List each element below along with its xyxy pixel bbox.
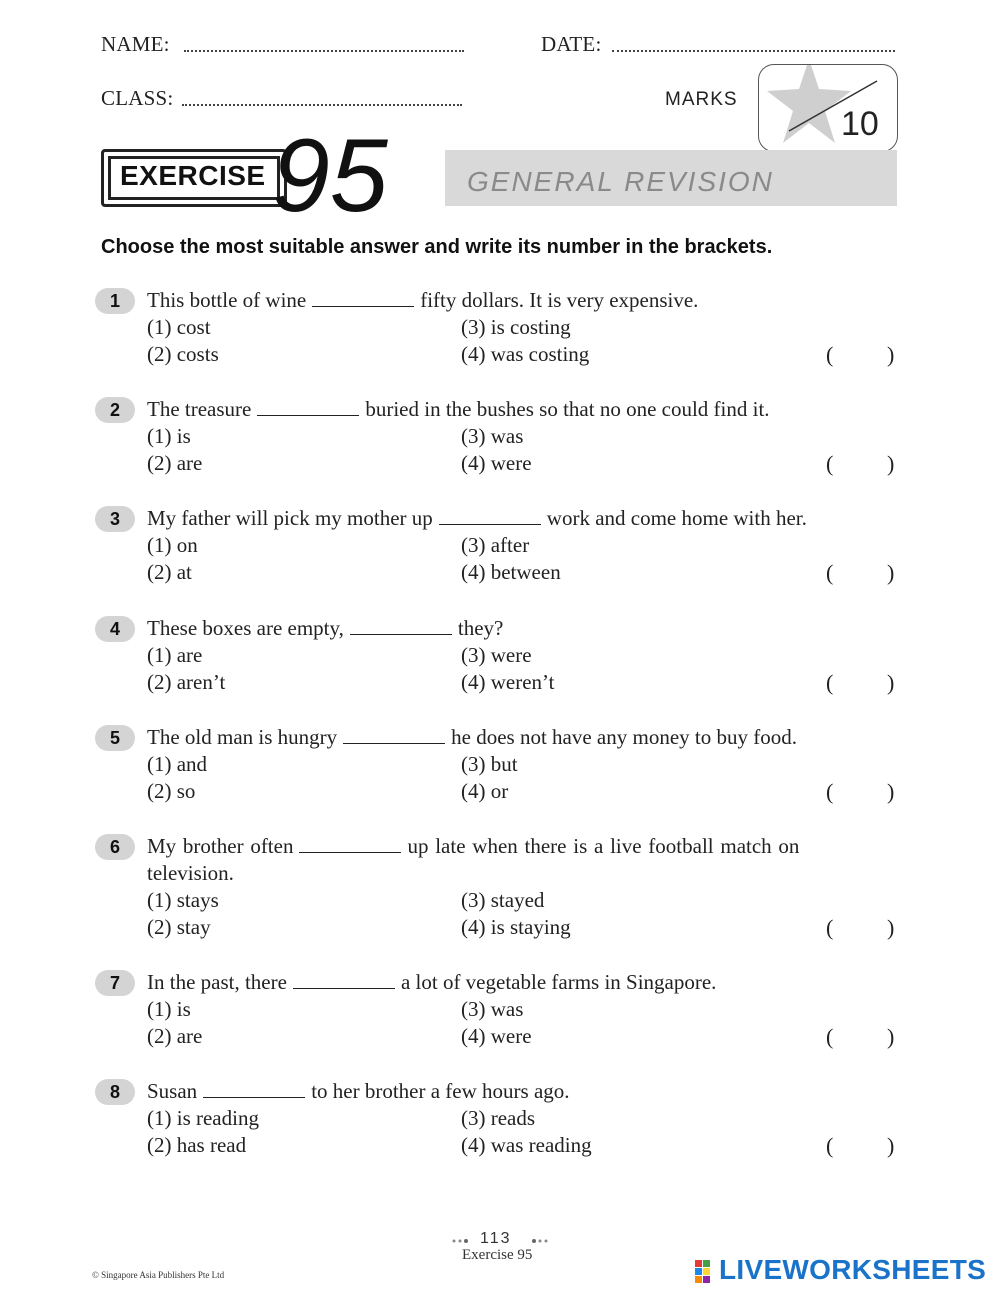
answer-bracket-close[interactable]: ): [887, 915, 895, 940]
question-number: 3: [95, 506, 135, 532]
option: (2) stay: [147, 915, 211, 939]
option: (3) were: [461, 643, 532, 667]
marks-total: 10: [841, 105, 879, 143]
option: (2) costs: [147, 342, 219, 366]
option: (2) so: [147, 779, 196, 803]
option: (1) cost: [147, 315, 211, 339]
question-text: This bottle of wine fifty dollars. It is very expensive.: [147, 288, 699, 312]
option: (1) are: [147, 643, 203, 667]
option: (3) reads: [461, 1106, 536, 1130]
option: (2) are: [147, 451, 203, 475]
option: (3) is costing: [461, 315, 571, 339]
question-number: 6: [95, 834, 135, 860]
option: (1) stays: [147, 888, 219, 912]
answer-blank[interactable]: [203, 1082, 305, 1098]
question-text: My father will pick my mother up work and come home with her.: [147, 506, 807, 530]
option: (4) were: [461, 451, 532, 475]
answer-bracket-close[interactable]: ): [887, 1024, 895, 1049]
option: (3) was: [461, 424, 524, 448]
answer-blank[interactable]: [257, 400, 359, 416]
answer-bracket-open[interactable]: (: [826, 560, 834, 585]
question-text: Susan to her brother a few hours ago.: [147, 1079, 570, 1103]
topic-title: GENERAL REVISION: [467, 166, 774, 197]
option: (2) has read: [147, 1133, 247, 1157]
option: (2) at: [147, 560, 192, 584]
answer-bracket-close[interactable]: ): [887, 670, 895, 695]
question-number: 5: [95, 725, 135, 751]
name-label: NAME:: [101, 32, 170, 56]
answer-bracket-close[interactable]: ): [887, 560, 895, 585]
exercise-label: EXERCISE: [120, 160, 266, 191]
question-text: The treasure buried in the bushes so that no one could find it.: [147, 397, 770, 421]
marks-label: MARKS: [665, 89, 738, 110]
option: (1) is: [147, 997, 191, 1021]
instruction: Choose the most suitable answer and write its number in the brackets.: [101, 236, 773, 258]
option: (3) after: [461, 533, 530, 557]
question-number: 4: [95, 616, 135, 642]
answer-blank[interactable]: [293, 973, 395, 989]
answer-blank[interactable]: [312, 291, 414, 307]
answer-bracket-open[interactable]: (: [826, 1133, 834, 1158]
question-number: 2: [95, 397, 135, 423]
class-field[interactable]: [182, 104, 462, 106]
answer-blank[interactable]: [299, 837, 401, 853]
question-text: In the past, there a lot of vegetable farms in Singapore.: [147, 970, 717, 994]
option: (2) aren’t: [147, 670, 226, 694]
answer-blank[interactable]: [350, 619, 452, 635]
option: (4) is staying: [461, 915, 571, 939]
question-text: The old man is hungry he does not have any money to buy food.: [147, 725, 797, 749]
footer-exercise: Exercise 95: [462, 1247, 533, 1263]
liveworksheets-logo[interactable]: [693, 1254, 988, 1286]
option: (1) on: [147, 533, 198, 557]
answer-bracket-open[interactable]: (: [826, 779, 834, 804]
answer-bracket-open[interactable]: (: [826, 915, 834, 940]
answer-blank[interactable]: [343, 728, 445, 744]
question-text: My brother often up late when there is a live football match on: [147, 834, 800, 858]
copyright: © Singapore Asia Publishers Pte Ltd: [92, 1270, 225, 1280]
liveworksheets-logo-text: LIVEWORKSHEETS: [719, 1254, 987, 1285]
option: (3) stayed: [461, 888, 545, 912]
page-number: 113: [480, 1230, 512, 1247]
option: (1) is reading: [147, 1106, 259, 1130]
marks-box[interactable]: [758, 64, 898, 152]
option: (1) is: [147, 424, 191, 448]
answer-bracket-close[interactable]: ): [887, 779, 895, 804]
option: (4) was reading: [461, 1133, 592, 1157]
question-text: These boxes are empty, they?: [147, 616, 504, 640]
option: (2) are: [147, 1024, 203, 1048]
answer-blank[interactable]: [439, 509, 541, 525]
question-text-continued: television.: [147, 861, 234, 885]
date-label: DATE:: [541, 32, 602, 56]
answer-bracket-open[interactable]: (: [826, 670, 834, 695]
answer-bracket-open[interactable]: (: [826, 451, 834, 476]
answer-bracket-close[interactable]: ): [887, 1133, 895, 1158]
answer-bracket-close[interactable]: ): [887, 451, 895, 476]
class-label: CLASS:: [101, 86, 174, 110]
option: (1) and: [147, 752, 208, 776]
option: (4) between: [461, 560, 561, 584]
question-number: 1: [95, 288, 135, 314]
option: (4) were: [461, 1024, 532, 1048]
answer-bracket-open[interactable]: (: [826, 1024, 834, 1049]
answer-bracket-close[interactable]: ): [887, 342, 895, 367]
option: (4) was costing: [461, 342, 590, 366]
answer-bracket-open[interactable]: (: [826, 342, 834, 367]
date-field[interactable]: [612, 50, 895, 52]
option: (3) was: [461, 997, 524, 1021]
option: (4) weren’t: [461, 670, 555, 694]
option: (4) or: [461, 779, 509, 803]
question-number: 8: [95, 1079, 135, 1105]
option: (3) but: [461, 752, 518, 776]
name-field[interactable]: [184, 50, 464, 52]
question-number: 7: [95, 970, 135, 996]
exercise-number: 95: [272, 118, 388, 234]
